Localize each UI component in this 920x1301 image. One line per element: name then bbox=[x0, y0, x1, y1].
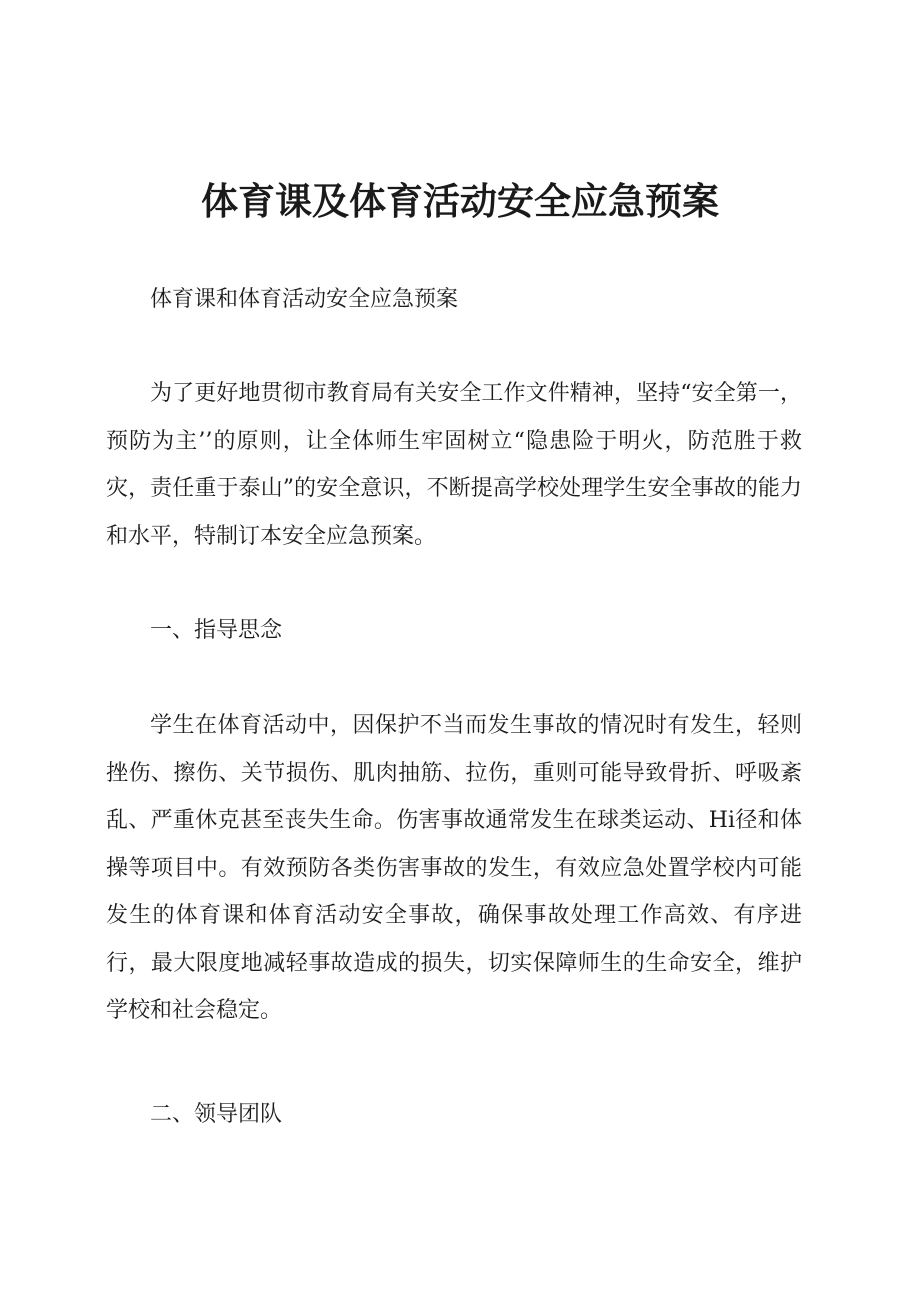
section-heading-leadership-team: 二、领导团队 bbox=[150, 1102, 283, 1127]
document-subtitle: 体育课和体育活动安全应急预案 bbox=[150, 287, 459, 312]
document-title: 体育课及体育活动安全应急预案 bbox=[201, 180, 719, 223]
intro-paragraph: 为了更好地贯彻市教育局有关安全工作文件精神，坚持“安全第一，预防为主’’的原则，让全体师生牢固树立“隐患险于明火，防范胜于救灾，责任重于泰山”的安全意识，不断提高学校处理学生安全事故的能力和水平，特制订本安全应急预案。 bbox=[106, 381, 802, 549]
section-heading-guiding-thought: 一、指导思念 bbox=[150, 618, 283, 643]
section-body-guiding-thought: 学生在体育活动中，因保护不当而发生事故的情况时有发生，轻则挫伤、擦伤、关节损伤、肌肉抽筋、拉伤，重则可能导致骨折、呼吸紊乱、严重休克甚至丧失生命。伤害事故通常发生在球类运动、Hi径和体操等项目中。有效预防各类伤害事故的发生，有效应急处置学校内可能发生的体育课和体育活动安全事故，确保事故处理工作高效、有序进行，最大限度地减轻事故造成的损失，切实保障师生的生命安全，维护学校和社会稳定。 bbox=[106, 713, 802, 1023]
